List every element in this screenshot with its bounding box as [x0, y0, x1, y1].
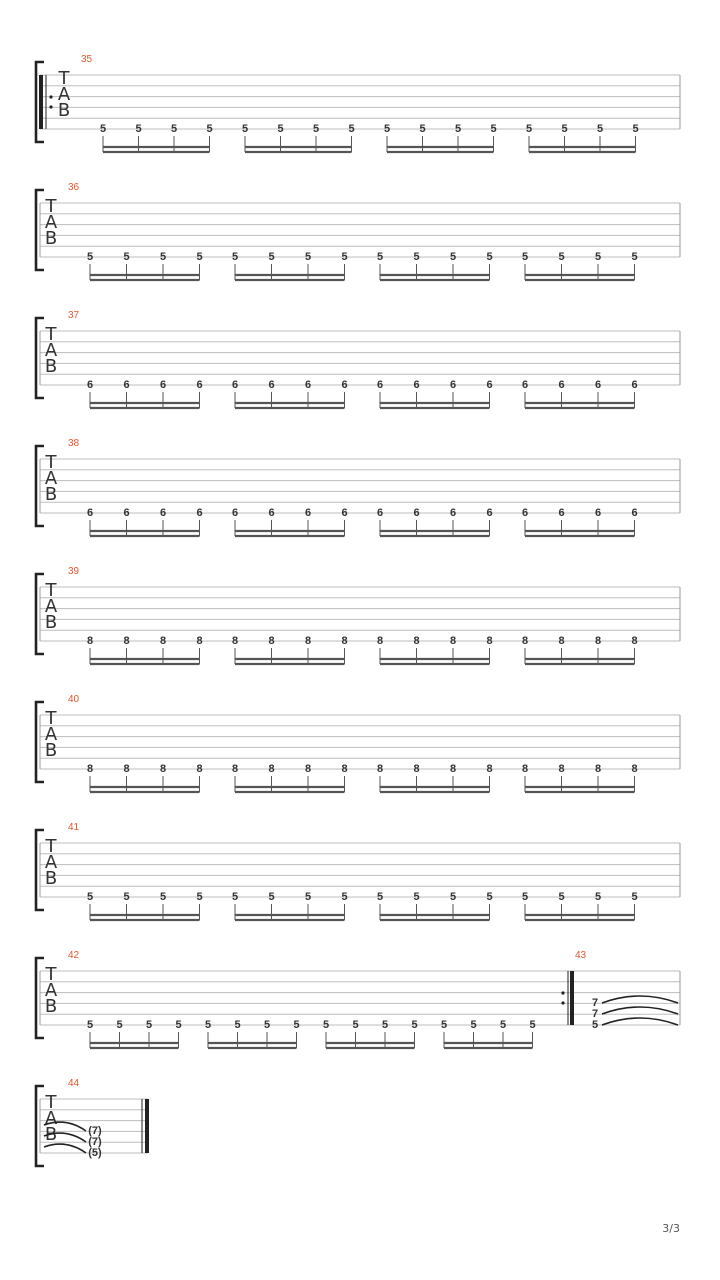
tab-clef-letter: A	[44, 724, 58, 745]
fret-number: 6	[631, 379, 638, 391]
fret-number: 6	[376, 379, 384, 391]
fret-number: 6	[413, 379, 420, 391]
fret-number: 5	[525, 123, 533, 135]
fret-number: 6	[123, 507, 130, 519]
fret-number: 5	[135, 123, 142, 135]
fret-number: 8	[558, 763, 565, 775]
tab-clef-letter: T	[45, 964, 57, 985]
fret-number: 8	[376, 635, 384, 647]
fret-number: 5	[529, 1019, 536, 1031]
fret-number: 6	[631, 507, 638, 519]
tab-clef-letter: B	[44, 484, 58, 505]
fret-number: 5	[196, 251, 203, 263]
tab-clef-letter: T	[45, 1092, 57, 1113]
measure-number: 44	[68, 1078, 80, 1089]
fret-number: 5	[123, 891, 130, 903]
fret-number: 6	[231, 379, 239, 391]
fret-number: 5	[454, 123, 462, 135]
fret-number: 6	[449, 379, 457, 391]
fret-number: 6	[521, 379, 529, 391]
fret-number: 8	[196, 635, 203, 647]
fret-number: 5	[268, 891, 275, 903]
fret-number: 6	[123, 379, 130, 391]
fret-number: 5	[413, 891, 420, 903]
fret-number: 5	[521, 251, 529, 263]
fret-number: 8	[304, 635, 312, 647]
fret-number: 6	[521, 507, 529, 519]
measure-number: 41	[68, 822, 80, 833]
fret-number: 8	[159, 635, 167, 647]
fret-number: 8	[341, 635, 348, 647]
fret-number: 5	[631, 251, 638, 263]
fret-number: 5	[558, 891, 565, 903]
fret-number: 6	[376, 507, 384, 519]
fret-number: 5	[175, 1019, 182, 1031]
fret-number: 6	[449, 507, 457, 519]
tab-clef-letter: T	[45, 196, 57, 217]
fret-number: 8	[123, 635, 130, 647]
tab-clef-letter: B	[44, 868, 58, 889]
fret-number: 5	[499, 1019, 507, 1031]
fret-number: 8	[413, 763, 420, 775]
fret-number: 5	[381, 1019, 389, 1031]
fret-number: 5	[594, 251, 602, 263]
fret-number: 6	[231, 507, 239, 519]
chord-fret-number: (7)	[88, 1136, 102, 1148]
fret-number: 8	[231, 635, 239, 647]
fret-number: 6	[558, 379, 565, 391]
fret-number: 5	[263, 1019, 271, 1031]
fret-number: 6	[304, 379, 312, 391]
chord-fret-number: 7	[591, 997, 599, 1009]
fret-number: 5	[86, 251, 94, 263]
fret-number: 8	[449, 635, 457, 647]
fret-number: 5	[419, 123, 426, 135]
measure-number: 37	[68, 310, 80, 321]
fret-number: 5	[631, 891, 638, 903]
fret-number: 5	[376, 251, 384, 263]
repeat-start-thick-bar	[39, 75, 43, 129]
fret-number: 5	[206, 123, 213, 135]
fret-number: 5	[293, 1019, 300, 1031]
measure-number: 40	[68, 694, 80, 705]
tab-clef-letter: B	[57, 100, 71, 121]
tie-arc	[44, 1144, 86, 1153]
fret-number: 5	[486, 891, 493, 903]
fret-number: 5	[196, 891, 203, 903]
fret-number: 6	[159, 507, 167, 519]
fret-number: 6	[341, 507, 348, 519]
fret-number: 6	[268, 379, 275, 391]
fret-number: 5	[341, 891, 348, 903]
fret-number: 8	[123, 763, 130, 775]
fret-number: 8	[413, 635, 420, 647]
fret-number: 5	[440, 1019, 448, 1031]
fret-number: 6	[486, 507, 493, 519]
fret-number: 5	[449, 891, 457, 903]
fret-number: 8	[521, 763, 529, 775]
tab-clef-letter: B	[44, 356, 58, 377]
fret-number: 8	[486, 635, 493, 647]
fret-number: 6	[304, 507, 312, 519]
tab-clef-letter: T	[45, 836, 57, 857]
measure-number: 43	[575, 950, 587, 961]
fret-number: 6	[413, 507, 420, 519]
final-thick-bar	[145, 1099, 149, 1153]
tab-clef-letter: B	[44, 1124, 58, 1145]
fret-number: 5	[231, 251, 239, 263]
fret-number: 5	[376, 891, 384, 903]
fret-number: 8	[159, 763, 167, 775]
fret-number: 5	[234, 1019, 241, 1031]
tab-clef-letter: B	[44, 612, 58, 633]
fret-number: 8	[631, 763, 638, 775]
measure-number: 38	[68, 438, 80, 449]
tab-clef-letter: B	[44, 996, 58, 1017]
fret-number: 5	[561, 123, 568, 135]
fret-number: 8	[558, 635, 565, 647]
fret-number: 8	[594, 763, 602, 775]
fret-number: 5	[486, 251, 493, 263]
fret-number: 5	[322, 1019, 330, 1031]
fret-number: 8	[594, 635, 602, 647]
measure-number: 42	[68, 950, 80, 961]
fret-number: 6	[196, 379, 203, 391]
fret-number: 8	[486, 763, 493, 775]
fret-number: 8	[631, 635, 638, 647]
tab-clef-letter: B	[44, 228, 58, 249]
measure-number: 36	[68, 182, 80, 193]
tie-arc	[602, 1018, 678, 1025]
fret-number: 5	[594, 891, 602, 903]
tab-clef-letter: A	[44, 340, 58, 361]
fret-number: 5	[383, 123, 391, 135]
tab-clef-letter: A	[44, 468, 58, 489]
fret-number: 6	[196, 507, 203, 519]
fret-number: 5	[86, 1019, 94, 1031]
tie-arc	[602, 996, 678, 1003]
tab-clef-letter: T	[45, 580, 57, 601]
chord-fret-number: 7	[591, 1008, 599, 1020]
tab-clef-letter: A	[44, 596, 58, 617]
repeat-end-thick-bar	[570, 971, 574, 1025]
fret-number: 5	[116, 1019, 123, 1031]
fret-number: 6	[594, 507, 602, 519]
fret-number: 5	[241, 123, 249, 135]
fret-number: 5	[341, 251, 348, 263]
tab-clef-letter: A	[44, 1108, 58, 1129]
fret-number: 5	[159, 891, 167, 903]
fret-number: 6	[594, 379, 602, 391]
fret-number: 5	[470, 1019, 477, 1031]
fret-number: 5	[632, 123, 639, 135]
fret-number: 5	[170, 123, 178, 135]
fret-number: 5	[348, 123, 355, 135]
fret-number: 5	[352, 1019, 359, 1031]
fret-number: 8	[231, 763, 239, 775]
fret-number: 6	[268, 507, 275, 519]
tab-clef-letter: A	[44, 980, 58, 1001]
measure-number: 35	[81, 54, 93, 65]
fret-number: 8	[521, 635, 529, 647]
fret-number: 8	[86, 635, 94, 647]
tab-clef-letter: T	[45, 452, 57, 473]
fret-number: 5	[449, 251, 457, 263]
fret-number: 5	[268, 251, 275, 263]
fret-number: 5	[99, 123, 107, 135]
tab-clef-letter: T	[58, 68, 70, 89]
tab-clef-letter: A	[57, 84, 71, 105]
tab-clef-letter: T	[45, 324, 57, 345]
fret-number: 8	[196, 763, 203, 775]
chord-fret-number: (5)	[88, 1147, 102, 1159]
fret-number: 5	[312, 123, 320, 135]
fret-number: 5	[411, 1019, 418, 1031]
tie-arc	[602, 1007, 678, 1014]
fret-number: 5	[413, 251, 420, 263]
fret-number: 6	[86, 379, 94, 391]
repeat-dot	[49, 105, 52, 108]
page-number: 3/3	[662, 1222, 680, 1235]
repeat-dot	[561, 1001, 564, 1004]
fret-number: 8	[268, 763, 275, 775]
fret-number: 8	[304, 763, 312, 775]
tab-clef-letter: A	[44, 852, 58, 873]
chord-fret-number: 5	[591, 1019, 599, 1031]
repeat-dot	[49, 95, 52, 98]
fret-number: 5	[304, 251, 312, 263]
fret-number: 5	[521, 891, 529, 903]
fret-number: 6	[486, 379, 493, 391]
fret-number: 8	[449, 763, 457, 775]
fret-number: 5	[596, 123, 604, 135]
tab-clef-letter: T	[45, 708, 57, 729]
fret-number: 5	[304, 891, 312, 903]
fret-number: 6	[86, 507, 94, 519]
fret-number: 8	[86, 763, 94, 775]
fret-number: 8	[341, 763, 348, 775]
tab-clef-letter: A	[44, 212, 58, 233]
fret-number: 5	[204, 1019, 212, 1031]
fret-number: 5	[558, 251, 565, 263]
chord-fret-number: (7)	[88, 1125, 102, 1137]
fret-number: 5	[145, 1019, 153, 1031]
fret-number: 5	[123, 251, 130, 263]
measure-number: 39	[68, 566, 80, 577]
repeat-dot	[561, 991, 564, 994]
fret-number: 5	[231, 891, 239, 903]
fret-number: 5	[490, 123, 497, 135]
fret-number: 8	[268, 635, 275, 647]
fret-number: 5	[277, 123, 284, 135]
fret-number: 5	[86, 891, 94, 903]
fret-number: 5	[159, 251, 167, 263]
fret-number: 6	[341, 379, 348, 391]
fret-number: 6	[558, 507, 565, 519]
fret-number: 6	[159, 379, 167, 391]
tab-clef-letter: B	[44, 740, 58, 761]
fret-number: 8	[376, 763, 384, 775]
